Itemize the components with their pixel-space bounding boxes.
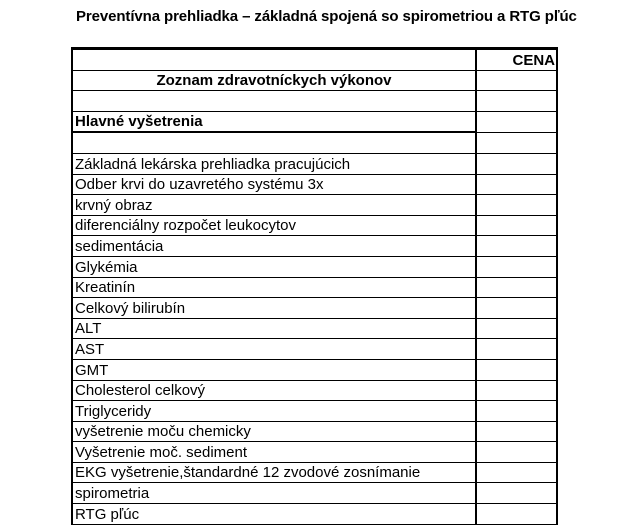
price-cell [476, 70, 557, 91]
price-cell [476, 215, 557, 236]
table-row [72, 298, 557, 319]
item-label: Vyšetrenie moč. sediment [72, 442, 476, 463]
price-cell [476, 380, 557, 401]
price-cell [476, 236, 557, 257]
price-cell [476, 132, 557, 153]
price-cell [476, 277, 557, 298]
table-row [72, 215, 557, 236]
blank-cell [72, 132, 476, 153]
list-header-row [72, 70, 557, 91]
section-title: Hlavné vyšetrenia [72, 111, 476, 132]
table-row [72, 236, 557, 257]
price-cell [476, 339, 557, 360]
item-label: GMT [72, 359, 476, 380]
blank-cell [72, 91, 476, 112]
table-row [72, 462, 557, 483]
price-cell [476, 195, 557, 216]
table-row [72, 256, 557, 277]
table-row [72, 318, 557, 339]
table-row [72, 195, 557, 216]
item-label: vyšetrenie moču chemicky [72, 421, 476, 442]
price-cell [476, 153, 557, 174]
item-label: Cholesterol celkový [72, 380, 476, 401]
page-title: Preventívna prehliadka – základná spojená so spirometriou a RTG pľúc [76, 8, 577, 25]
table-row [72, 442, 557, 463]
table-row [72, 421, 557, 442]
table-row [72, 359, 557, 380]
list-header: Zoznam zdravotníckych výkonov [72, 70, 476, 91]
price-cell [476, 504, 557, 525]
item-label: Celkový bilirubín [72, 298, 476, 319]
price-column-header: CENA [476, 49, 557, 71]
table-header-row [72, 49, 557, 71]
price-table [71, 47, 558, 525]
price-cell [476, 442, 557, 463]
item-label: EKG vyšetrenie,štandardné 12 zvodové zosnímanie [72, 462, 476, 483]
price-cell [476, 298, 557, 319]
table-row [72, 483, 557, 504]
blank-row [72, 132, 557, 153]
item-label: Kreatinín [72, 277, 476, 298]
item-label: RTG pľúc [72, 504, 476, 525]
price-cell [476, 318, 557, 339]
blank-row [72, 91, 557, 112]
item-label: sedimentácia [72, 236, 476, 257]
price-cell [476, 174, 557, 195]
table-row [72, 401, 557, 422]
price-cell [476, 401, 557, 422]
table-row [72, 504, 557, 525]
section-row [72, 111, 557, 132]
item-label: AST [72, 339, 476, 360]
price-cell [476, 111, 557, 132]
item-label: ALT [72, 318, 476, 339]
table-row [72, 174, 557, 195]
item-label: Základná lekárska prehliadka pracujúcich [72, 153, 476, 174]
item-label: Glykémia [72, 256, 476, 277]
item-label: diferenciálny rozpočet leukocytov [72, 215, 476, 236]
item-label: Odber krvi do uzavretého systému 3x [72, 174, 476, 195]
price-cell [476, 256, 557, 277]
price-cell [476, 91, 557, 112]
price-cell [476, 483, 557, 504]
table-row [72, 339, 557, 360]
item-label: spirometria [72, 483, 476, 504]
table-row [72, 153, 557, 174]
price-cell [476, 359, 557, 380]
table-row [72, 380, 557, 401]
table-row [72, 277, 557, 298]
price-cell [476, 462, 557, 483]
item-label: krvný obraz [72, 195, 476, 216]
header-empty-cell [72, 49, 476, 71]
item-label: Triglyceridy [72, 401, 476, 422]
price-cell [476, 421, 557, 442]
